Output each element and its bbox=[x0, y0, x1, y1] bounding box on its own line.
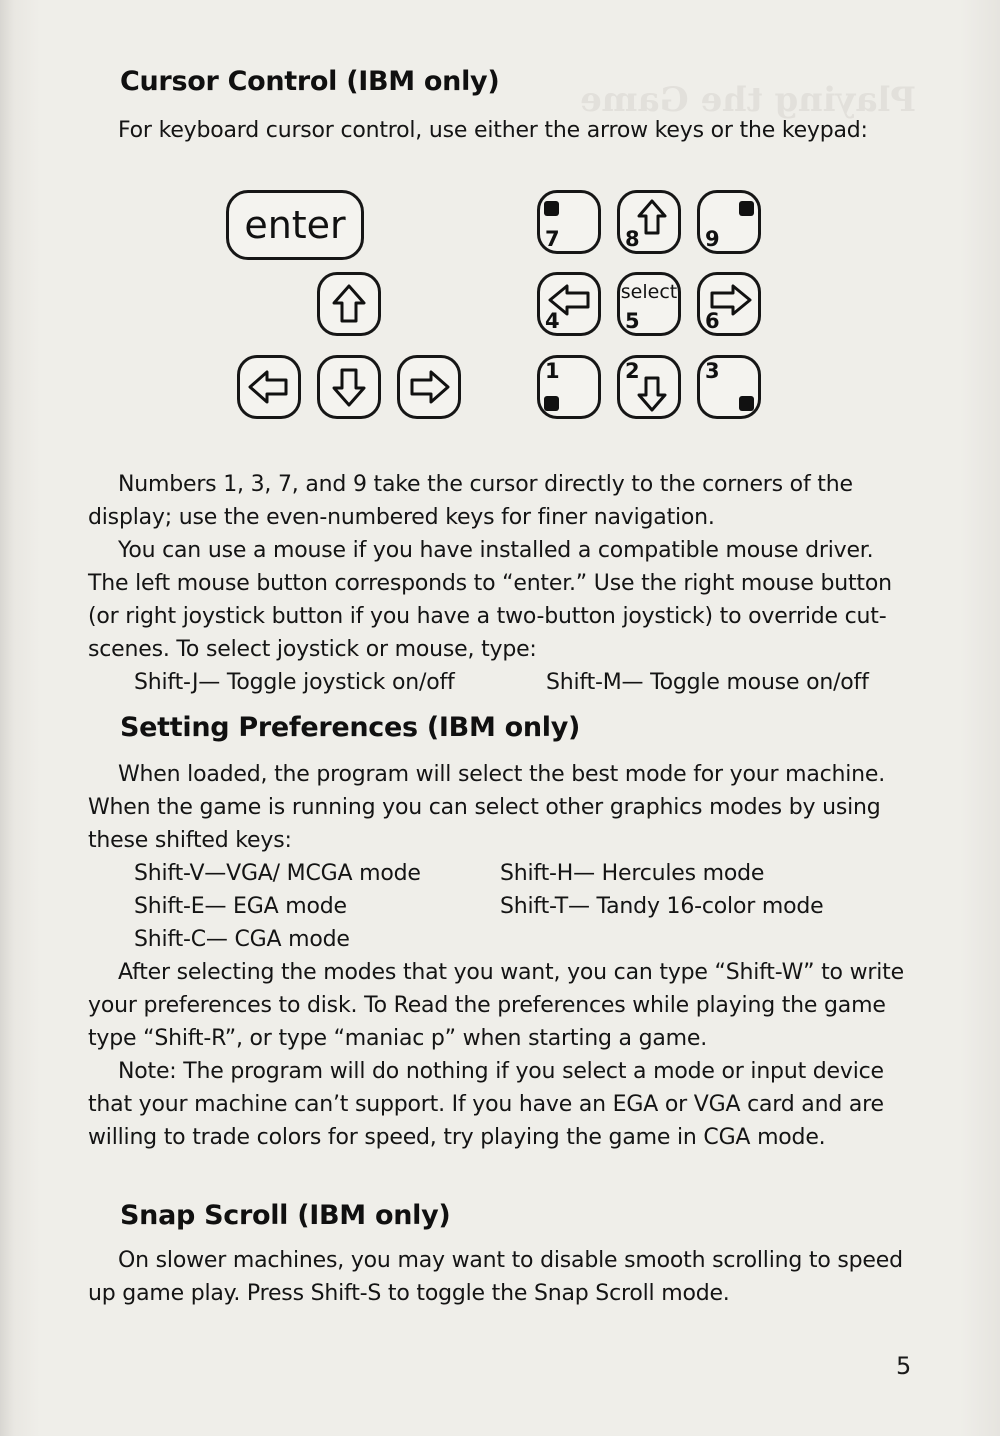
corner-dot-icon bbox=[544, 396, 559, 411]
corner-dot-icon bbox=[739, 396, 754, 411]
key-number: 5 bbox=[625, 309, 640, 333]
snap-scroll-paragraph: On slower machines, you may want to disable smooth scrolling to speed up game play. Press Shift-S to toggle the Snap Scroll mode. bbox=[88, 1248, 903, 1306]
mouse-paragraph: You can use a mouse if you have installed a compatible mouse driver. The left mouse button corresponds to “enter.” Use the right mouse button (or right joystick button if you have a two-button joystick) to override cut-scenes. To select joystick or mouse, type: bbox=[88, 538, 892, 662]
keypad-4 bbox=[537, 272, 601, 336]
arrow-left-key bbox=[237, 355, 301, 419]
keypad-7 bbox=[537, 190, 601, 254]
corner-dot-icon bbox=[544, 201, 559, 216]
bleed-through-text: Playing the Game bbox=[580, 80, 917, 120]
select-label: select bbox=[620, 281, 678, 303]
page-number: 5 bbox=[896, 1352, 912, 1380]
vga-mode-shortcut: Shift-V—VGA/ MCGA mode bbox=[134, 861, 421, 886]
corner-dot-icon bbox=[739, 201, 754, 216]
key-number: 2 bbox=[625, 359, 640, 383]
key-number: 3 bbox=[705, 359, 720, 383]
keypad-1 bbox=[537, 355, 601, 419]
save-preferences-paragraph: After selecting the modes that you want, you can type “Shift-W” to write your preferences to disk. To Read the preferences while playing the game type “Shift-R”, or type “maniac p” when starting a game. bbox=[88, 960, 904, 1051]
joystick-shortcut: Shift-J— Toggle joystick on/off bbox=[134, 670, 455, 695]
enter-key: enter bbox=[226, 190, 364, 260]
arrow-right-key bbox=[397, 355, 461, 419]
preferences-heading: Setting Preferences (IBM only) bbox=[120, 712, 581, 743]
keypad-5-select bbox=[617, 272, 681, 336]
arrow-up-icon bbox=[320, 275, 378, 333]
ega-mode-shortcut: Shift-E— EGA mode bbox=[134, 894, 347, 919]
tandy-mode-shortcut: Shift-T— Tandy 16-color mode bbox=[500, 894, 824, 919]
keypad-9 bbox=[697, 190, 761, 254]
mouse-shortcut: Shift-M— Toggle mouse on/off bbox=[546, 670, 869, 695]
arrow-up-key bbox=[317, 272, 381, 336]
arrow-down-key bbox=[317, 355, 381, 419]
arrow-down-icon bbox=[620, 358, 678, 416]
keypad-3 bbox=[697, 355, 761, 419]
cga-mode-shortcut: Shift-C— CGA mode bbox=[134, 927, 350, 952]
key-number: 1 bbox=[545, 359, 560, 383]
numbers-paragraph: Numbers 1, 3, 7, and 9 take the cursor directly to the corners of the display; use the even-numbered keys for finer navigation. bbox=[88, 472, 853, 530]
arrow-left-icon bbox=[240, 358, 298, 416]
key-number: 9 bbox=[705, 227, 720, 251]
key-number: 8 bbox=[625, 227, 640, 251]
keypad-6 bbox=[697, 272, 761, 336]
keypad-2 bbox=[617, 355, 681, 419]
key-number: 7 bbox=[545, 227, 560, 251]
key-number: 6 bbox=[705, 309, 720, 333]
hercules-mode-shortcut: Shift-H— Hercules mode bbox=[500, 861, 765, 886]
cursor-control-heading: Cursor Control (IBM only) bbox=[120, 66, 500, 97]
note-paragraph: Note: The program will do nothing if you select a mode or input device that your machine can’t support. If you have an EGA or VGA card and are willing to trade colors for speed, try playing the game in CGA mode. bbox=[88, 1059, 884, 1150]
arrow-down-icon bbox=[320, 358, 378, 416]
keypad-8 bbox=[617, 190, 681, 254]
key-number: 4 bbox=[545, 309, 560, 333]
cursor-intro: For keyboard cursor control, use either the arrow keys or the keypad: bbox=[118, 118, 868, 143]
snap-scroll-heading: Snap Scroll (IBM only) bbox=[120, 1200, 451, 1231]
preferences-intro: When loaded, the program will select the best mode for your machine. When the game is running you can select other graphics modes by using these shifted keys: bbox=[88, 762, 886, 853]
arrow-right-icon bbox=[400, 358, 458, 416]
